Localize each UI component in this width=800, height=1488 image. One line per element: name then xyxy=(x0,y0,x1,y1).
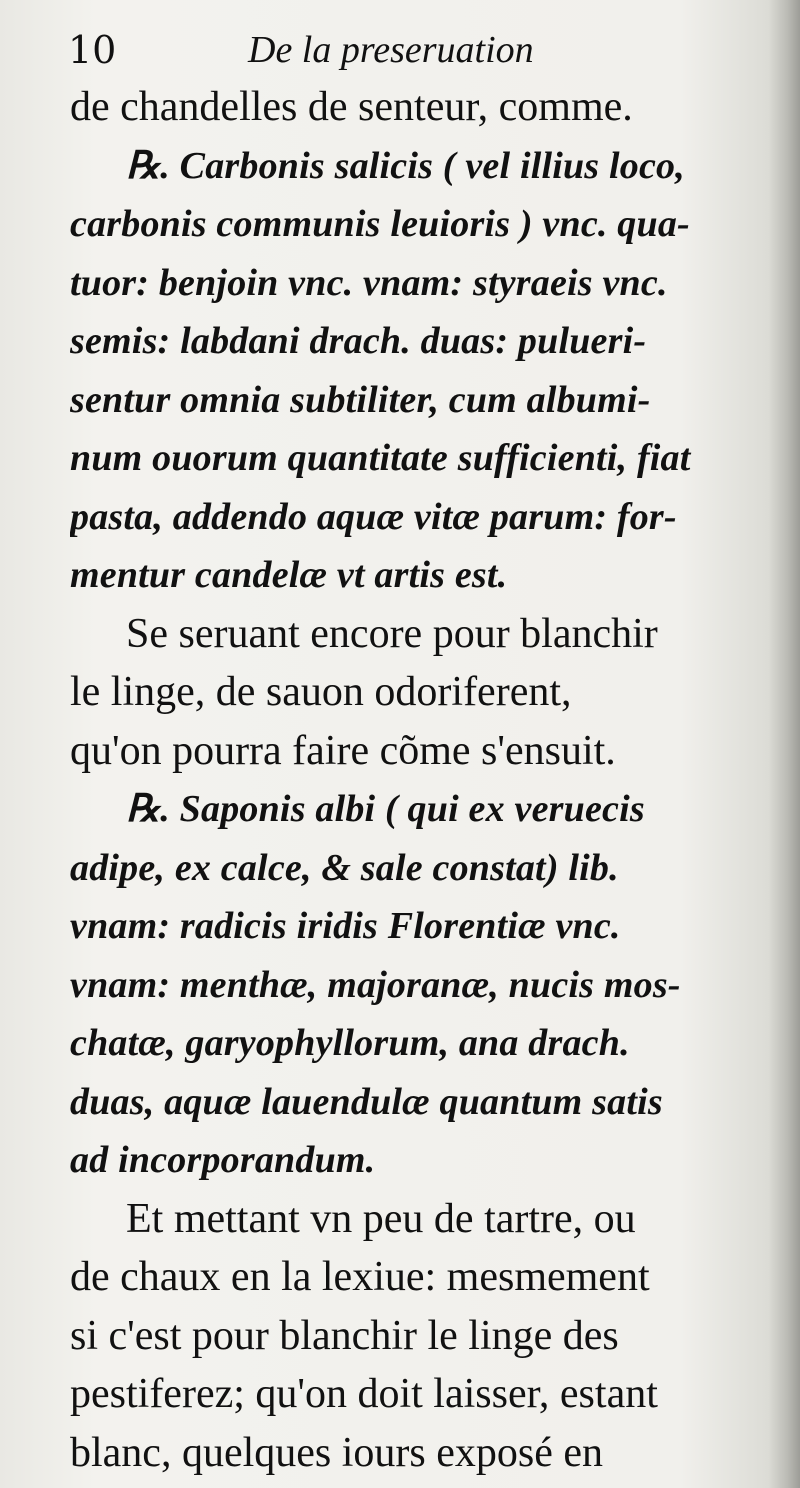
text-line: carbonis communis leuioris ) vnc. qua- xyxy=(70,203,690,245)
text-line: adipe, ex calce, & sale constat) lib. xyxy=(70,846,619,889)
text-line: vnam: radicis iridis Florentiæ vnc. xyxy=(70,905,621,947)
text-line: le linge, de sauon odoriferent, xyxy=(70,669,572,715)
text-line: num ouorum quantitate sufficienti, fiat xyxy=(70,437,691,479)
body-text xyxy=(70,78,770,1482)
text-line: chatæ, garyophyllorum, ana drach. xyxy=(70,1022,630,1064)
text-line: mentur candelæ vt artis est. xyxy=(70,554,508,596)
text-line: Et mettant vn peu de tartre, ou xyxy=(126,1195,636,1242)
text-line: blanc, quelques iours exposé en xyxy=(70,1429,604,1476)
text-line: pestiferez; qu'on doit laisser, estant xyxy=(70,1371,658,1417)
text-line: semis: labdani drach. duas: pulueri- xyxy=(70,320,647,362)
page-header xyxy=(68,24,768,76)
text-line: qu'on pourra faire cõme s'ensuit. xyxy=(70,727,616,774)
text-line: duas, aquæ lauendulæ quantum satis xyxy=(70,1080,663,1123)
text-line: de chandelles de senteur, comme. xyxy=(70,84,633,130)
text-line: de chaux en la lexiue: mesmement xyxy=(70,1254,650,1300)
text-line: ℞. Saponis albi ( qui ex veruecis xyxy=(126,788,645,830)
text-line: vnam: menthæ, majoranæ, nucis mos- xyxy=(70,963,681,1006)
text-line: tuor: benjoin vnc. vnam: styraeis vnc. xyxy=(70,261,668,304)
page-edge-shadow xyxy=(768,0,800,1488)
page-number: 10 xyxy=(68,28,117,72)
running-title: De la preseruation xyxy=(248,29,534,71)
text-line: si c'est pour blanchir le linge des xyxy=(70,1312,619,1359)
text-line: pasta, addendo aquæ vitæ parum: for- xyxy=(70,495,677,538)
text-line: Se seruant encore pour blanchir xyxy=(126,610,658,657)
text-line: sentur omnia subtiliter, cum albumi- xyxy=(70,378,651,421)
text-line: ad incorporandum. xyxy=(70,1139,376,1181)
text-line: ℞. Carbonis salicis ( vel illius loco, xyxy=(126,144,685,187)
